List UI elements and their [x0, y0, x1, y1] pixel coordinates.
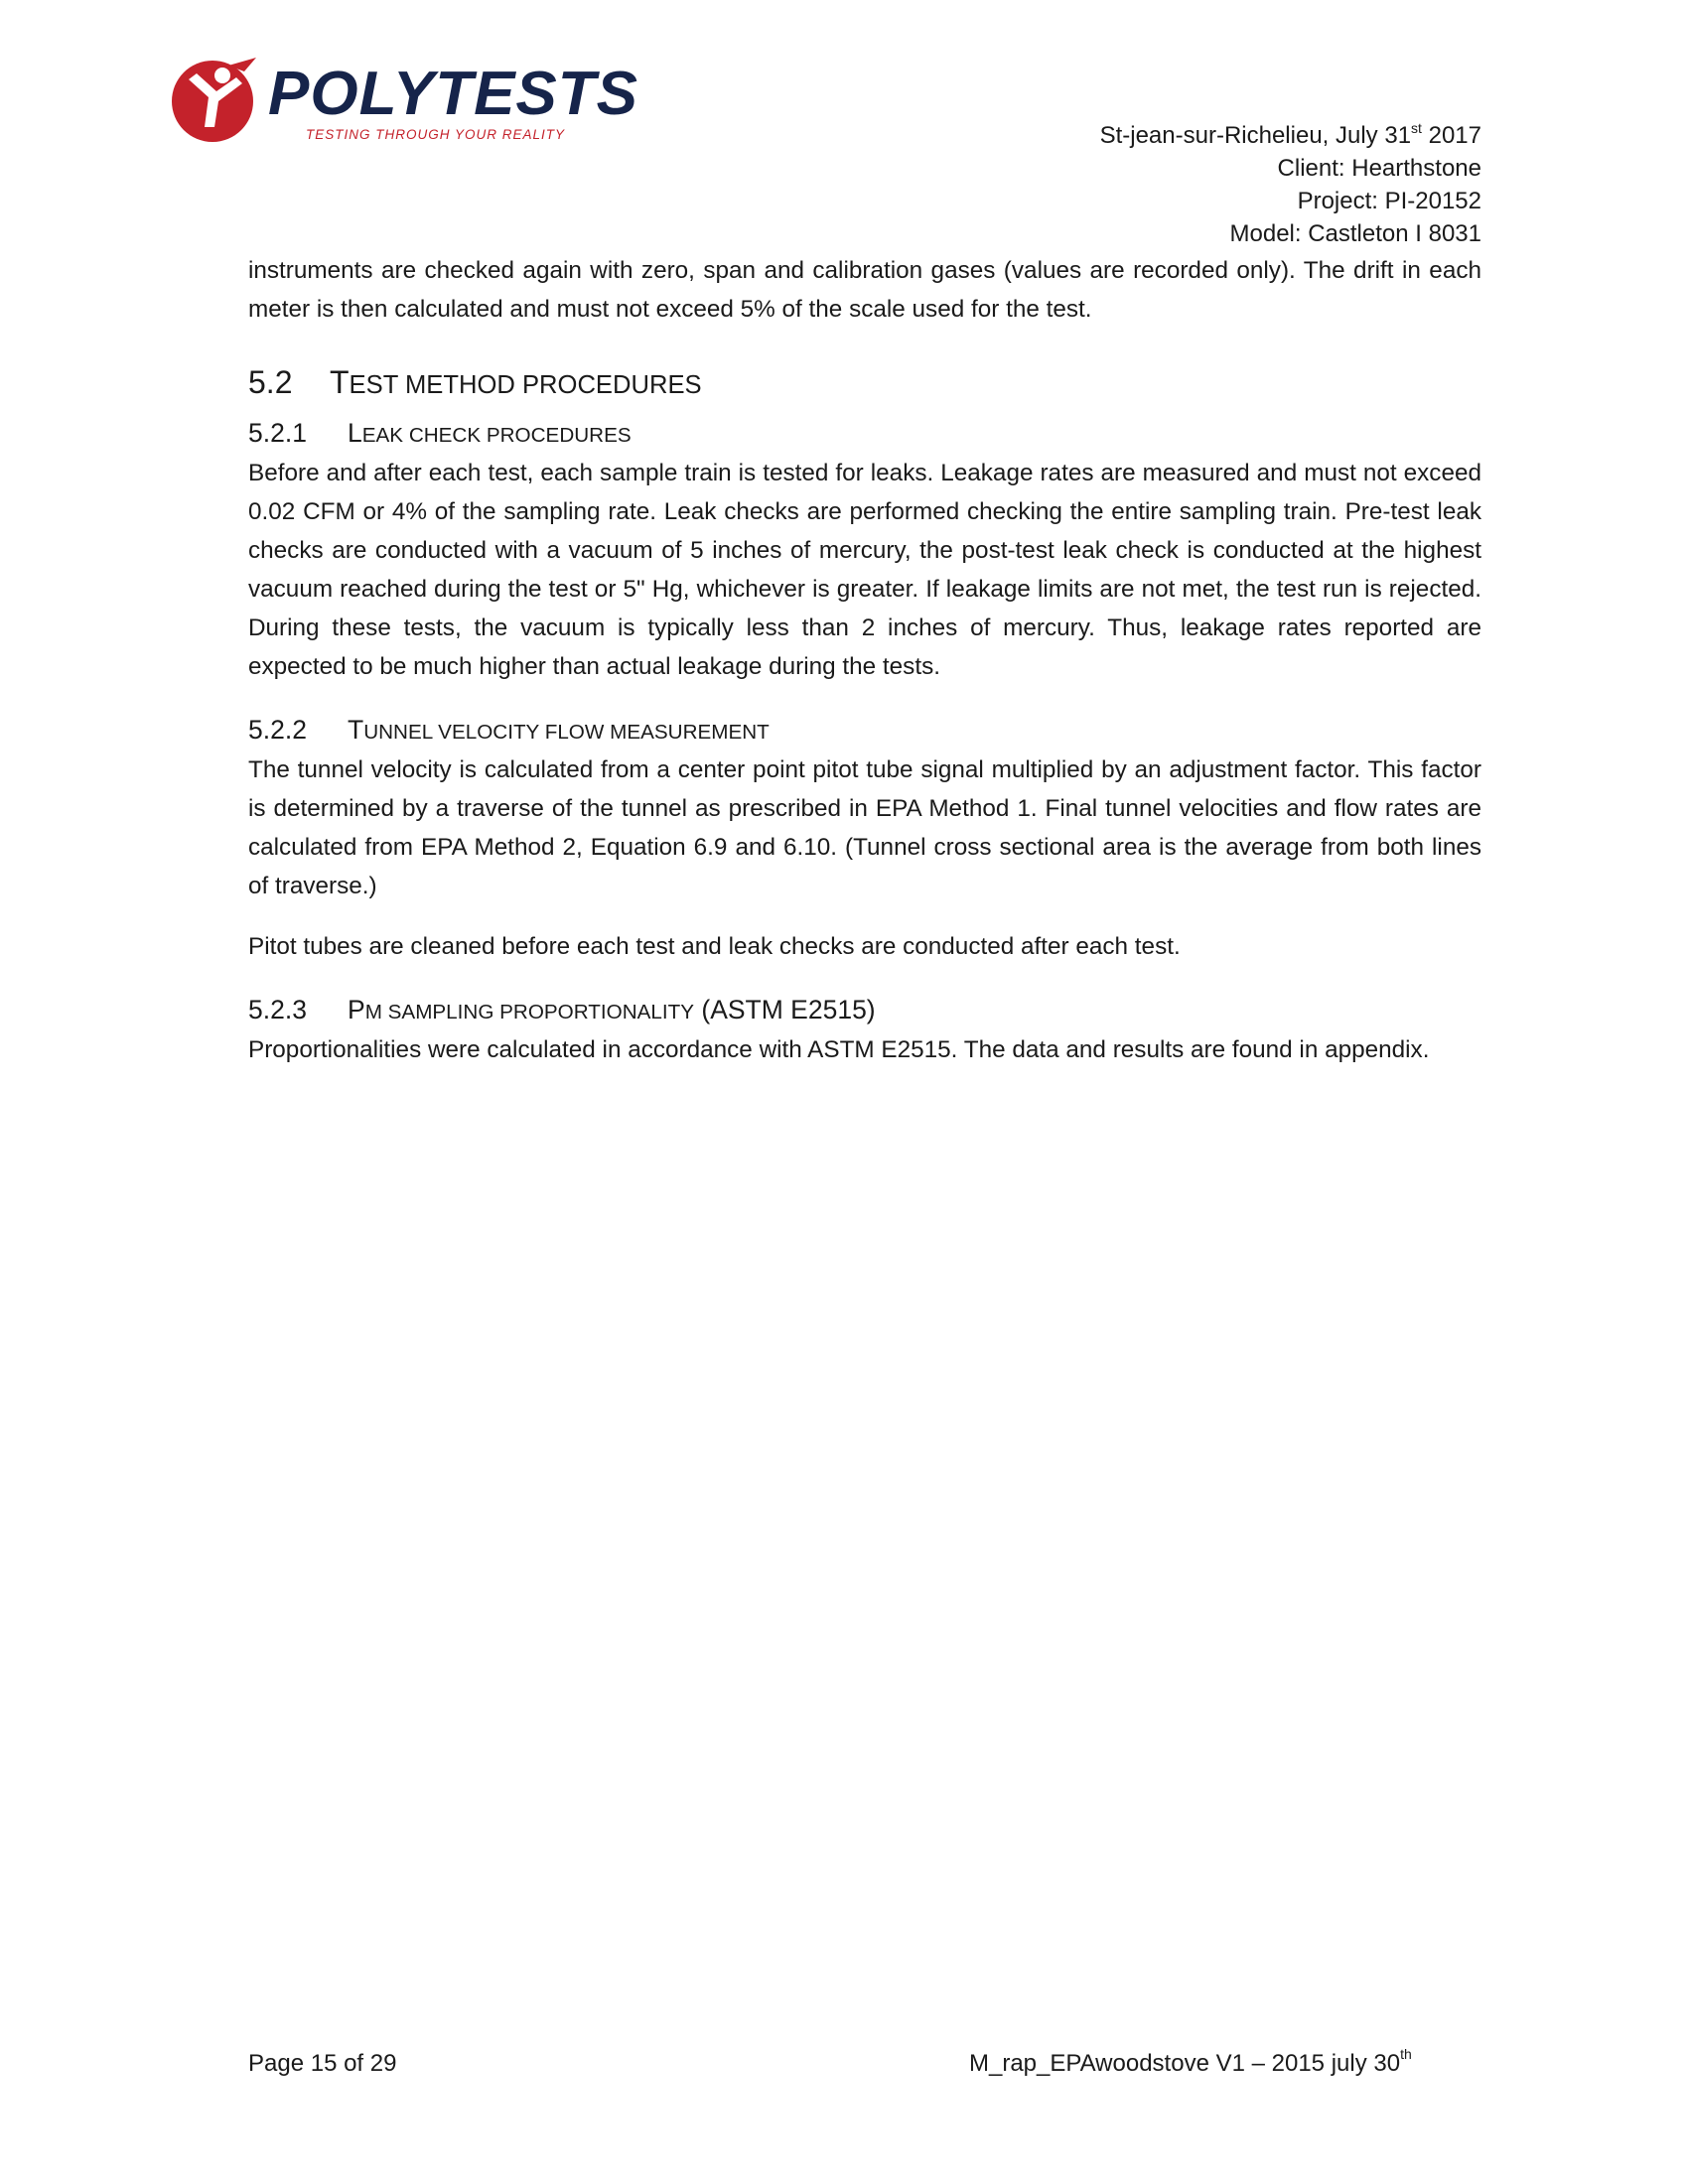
- header-project: Project: PI-20152: [1297, 188, 1481, 214]
- report-header: [1100, 119, 1481, 250]
- section-heading-5-2-2: 5.2.2 TUNNEL VELOCITY FLOW MEASUREMENT: [248, 715, 770, 745]
- header-place-date: St-jean-sur-Richelieu, July 31st 2017: [1099, 120, 1481, 149]
- proportionality-paragraph: Proportionalities were calculated in accordance with ASTM E2515. The data and results are found in appendix.: [248, 1036, 1430, 1063]
- header-model: Model: Castleton I 8031: [1229, 220, 1481, 247]
- pitot-tube-paragraph: Pitot tubes are cleaned before each test and leak checks are conducted after each test.: [248, 933, 1181, 960]
- logo-brand-text: POLYTESTS: [268, 60, 639, 128]
- polytests-logo: [169, 58, 639, 147]
- document-body: [248, 251, 1481, 1069]
- leak-check-paragraph: Before and after each test, each sample train is tested for leaks. Leakage rates are measured and must not exceed 0.02 CFM or 4% of the sampling rate. Leak checks are performed checking the entire sampling train. Pre-test leak checks are conducted with a vacuum of 5 inches of mercury, the post-test leak check is conducted at the highest vacuum reached during the test or 5" Hg, whichever is greater. If leakage limits are not met, the test run is rejected. During these tests, the vacuum is typically less than 2 inches of mercury. Thus, leakage rates reported are expected to be much higher than actual leakage during the tests.: [248, 460, 1481, 680]
- footer-document-id: M_rap_EPAwoodstove V1 – 2015 july 30th: [969, 2046, 1412, 2077]
- section-heading-5-2: 5.2 TEST METHOD PROCEDURES: [248, 364, 702, 400]
- intro-paragraph: instruments are checked again with zero, span and calibration gases (values are recorded only). The drift in each meter is then calculated and must not exceed 5% of the scale used for the test.: [248, 257, 1481, 323]
- footer-page-number: Page 15 of 29: [248, 2050, 397, 2077]
- logo-tagline: TESTING THROUGH YOUR REALITY: [306, 127, 566, 142]
- header-client: Client: Hearthstone: [1277, 155, 1481, 182]
- logo-mark-icon: [169, 58, 260, 143]
- tunnel-velocity-paragraph: The tunnel velocity is calculated from a center point pitot tube signal multiplied by an adjustment factor. This factor is determined by a traverse of the tunnel as prescribed in EPA Method 1. Final tunnel velocities and flow rates are calculated from EPA Method 2, Equation 6.9 and 6.10. (Tunnel cross sectional area is the average from both lines of traverse.): [248, 756, 1481, 899]
- section-heading-5-2-3: 5.2.3 PM SAMPLING PROPORTIONALITY (ASTM E2515): [248, 995, 876, 1024]
- section-heading-5-2-1: 5.2.1 LEAK CHECK PROCEDURES: [248, 418, 632, 448]
